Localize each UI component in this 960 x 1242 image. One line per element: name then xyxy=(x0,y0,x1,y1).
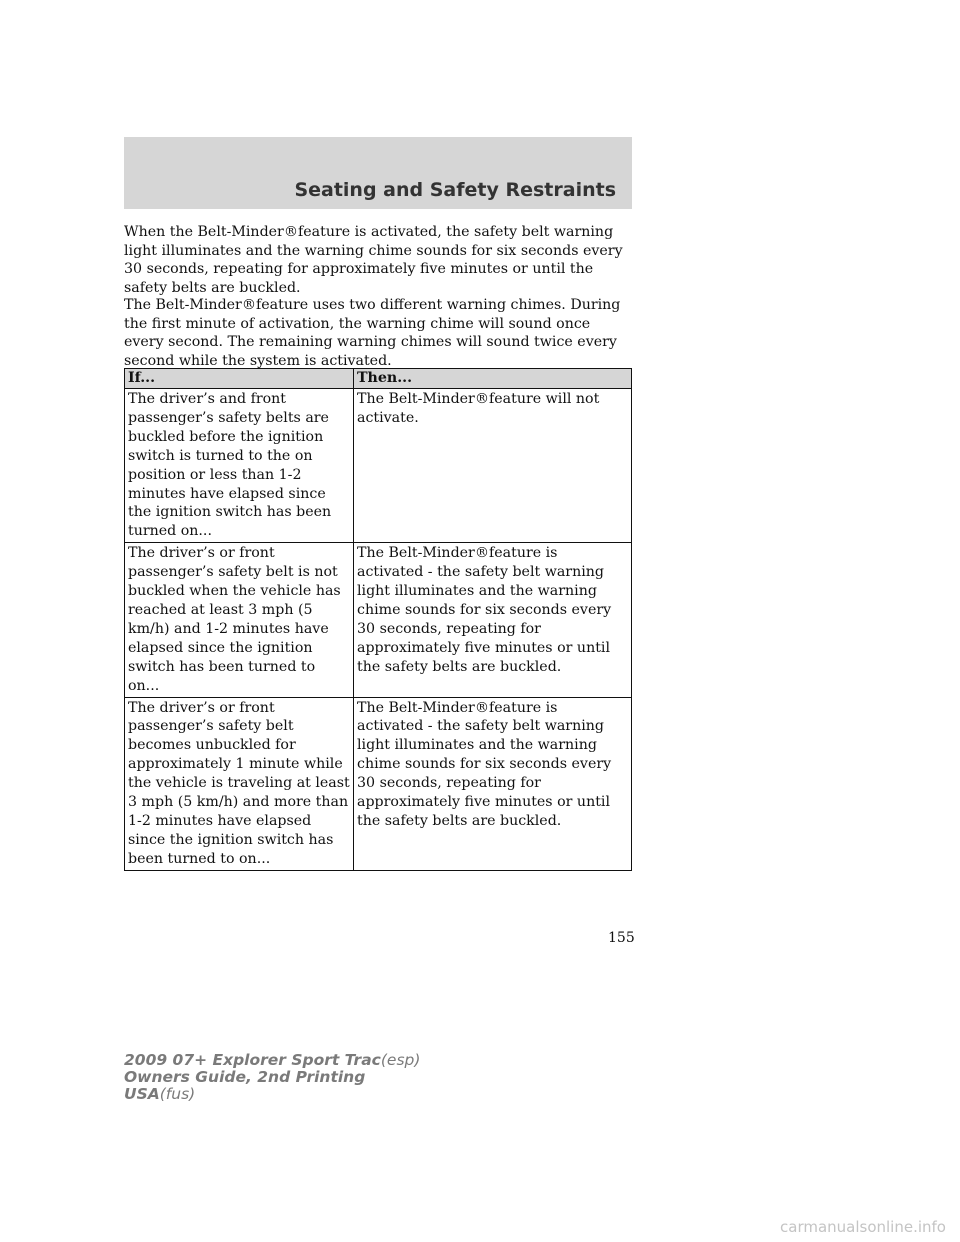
footer-line-3 xyxy=(124,1086,420,1103)
footer-model-code: (esp) xyxy=(380,1051,421,1069)
footer-line-2: Owners Guide, 2nd Printing xyxy=(124,1068,366,1086)
table-row xyxy=(125,389,632,543)
document-footer xyxy=(124,1052,420,1103)
table-row xyxy=(125,697,632,870)
condition-cell: The driver’s or front passenger’s safety belt is not buckled when the vehicle has reached at least 3 mph (5 km/h) and 1-2 minutes have elapsed since the ignition switch has been turned to on... xyxy=(125,543,354,697)
header-then: Then... xyxy=(354,369,632,389)
footer-market: USA xyxy=(124,1085,160,1103)
belt-minder-table xyxy=(124,368,632,871)
footer-line-1 xyxy=(124,1052,420,1069)
section-header-band xyxy=(124,137,632,209)
header-if: If... xyxy=(125,369,354,389)
watermark: carmanualsonline.info xyxy=(780,1218,946,1236)
condition-cell: The driver’s or front passenger’s safety belt becomes unbuckled for approximately 1 minute while the vehicle is traveling at least 3 mph (5 km/h) and more than 1-2 minutes have elapsed since the ignition switch has been turned to on... xyxy=(125,697,354,870)
section-title: Seating and Safety Restraints xyxy=(294,179,616,201)
table-row xyxy=(125,543,632,697)
page-number: 155 xyxy=(608,930,635,946)
table-header-row xyxy=(125,369,632,389)
footer-model: 2009 07+ Explorer Sport Trac xyxy=(124,1051,381,1069)
footer-market-code: (fus) xyxy=(159,1085,196,1103)
condition-cell: The driver’s and front passenger’s safety belts are buckled before the ignition switch is turned to the on position or less than 1-2 minutes have elapsed since the ignition switch has been turned on... xyxy=(125,389,354,543)
chimes-paragraph: The Belt-Minder®feature uses two different warning chimes. During the first minute of activation, the warning chime will sound once every second. The remaining warning chimes will sound twice every second while the system is activated. xyxy=(124,297,621,369)
result-cell: The Belt-Minder®feature will not activate. xyxy=(354,389,632,543)
result-cell: The Belt-Minder®feature is activated - the safety belt warning light illuminates and the warning chime sounds for six seconds every 30 seconds, repeating for approximately five minutes or until the safety belts are buckled. xyxy=(354,697,632,870)
result-cell: The Belt-Minder®feature is activated - the safety belt warning light illuminates and the warning chime sounds for six seconds every 30 seconds, repeating for approximately five minutes or until the safety belts are buckled. xyxy=(354,543,632,697)
intro-paragraph: When the Belt-Minder®feature is activated, the safety belt warning light illuminates and the warning chime sounds for six seconds every 30 seconds, repeating for approximately five minutes or until the safety belts are buckled. xyxy=(124,224,623,296)
